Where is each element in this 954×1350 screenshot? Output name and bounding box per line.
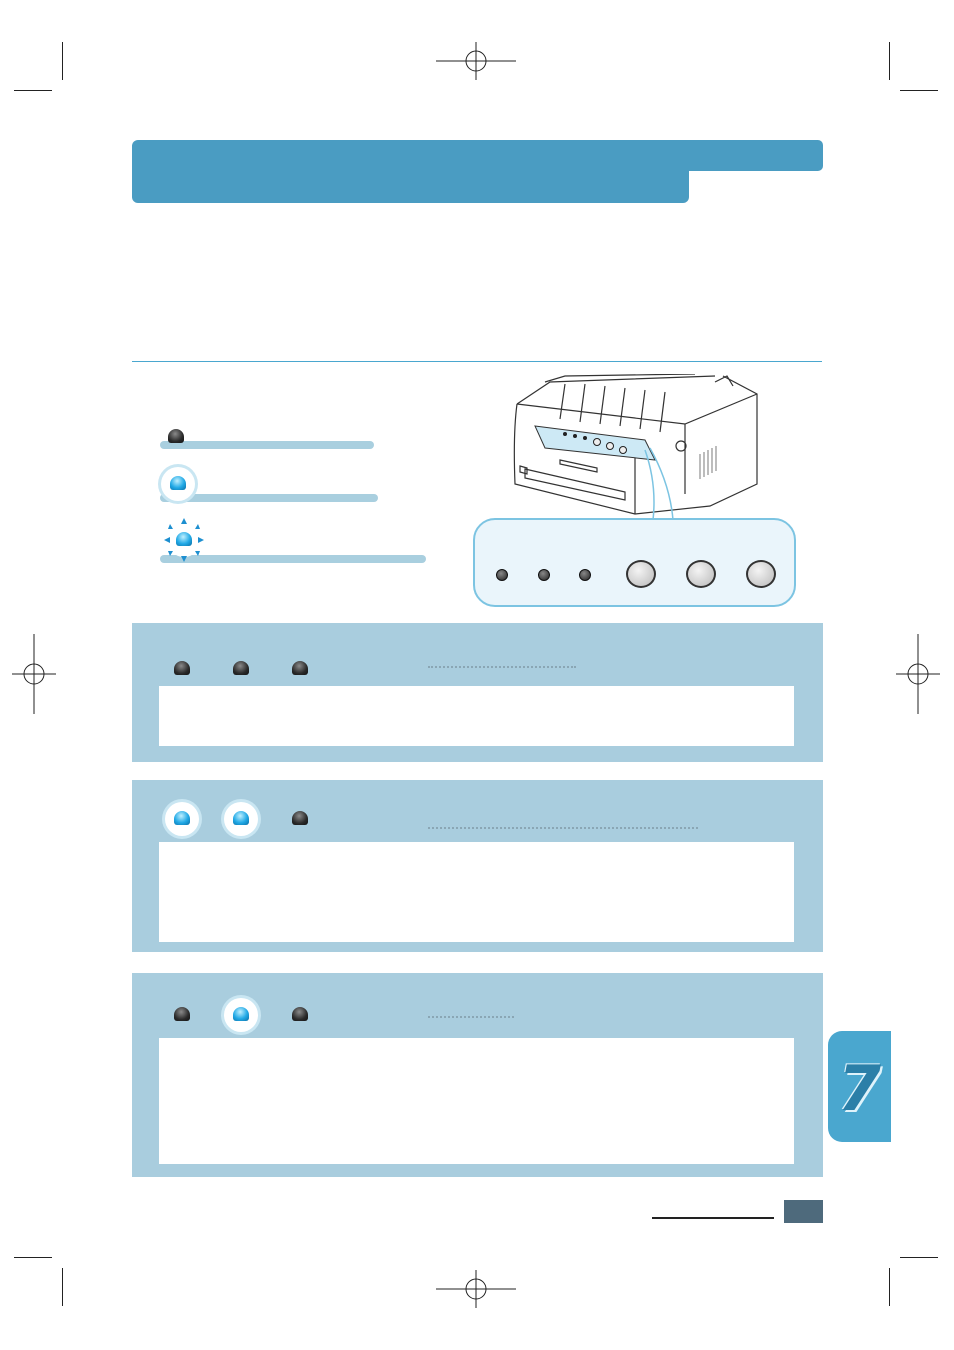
- panel-button-1[interactable]: [626, 560, 656, 588]
- state-box-1: [132, 623, 823, 762]
- crop-mark: [900, 1257, 938, 1258]
- registration-mark-bottom: [436, 1268, 516, 1308]
- legend-bar-off: [160, 441, 374, 449]
- header-band: [132, 140, 689, 203]
- state-description-box: [159, 686, 794, 746]
- control-panel-closeup: [473, 518, 796, 607]
- panel-led-2: [538, 569, 550, 581]
- led-on-icon: [233, 1007, 249, 1021]
- state-box-2: [132, 780, 823, 952]
- legend-bar-on: [160, 494, 378, 502]
- state-box-3: [132, 973, 823, 1177]
- led-on-icon: [170, 476, 186, 490]
- leader-dots: [428, 666, 576, 668]
- led-off-icon: [174, 1007, 190, 1021]
- state-description: [159, 686, 794, 702]
- printer-illustration: [505, 374, 765, 524]
- led-on-icon: [233, 811, 249, 825]
- panel-led-1: [496, 569, 508, 581]
- panel-button-2[interactable]: [686, 560, 716, 588]
- state-description: [159, 1038, 794, 1054]
- led-off-icon: [168, 429, 184, 443]
- registration-mark-left: [12, 634, 56, 714]
- chapter-number: 7: [837, 1052, 882, 1125]
- led-off-icon: [233, 661, 249, 675]
- crop-mark: [62, 42, 63, 80]
- leader-dots: [428, 1016, 514, 1018]
- state-description-box: [159, 1038, 794, 1164]
- led-off-icon: [174, 661, 190, 675]
- crop-mark: [62, 1268, 63, 1306]
- led-off-icon: [292, 661, 308, 675]
- state-description-box: [159, 842, 794, 942]
- crop-mark: [14, 90, 52, 91]
- leader-dots: [428, 827, 698, 829]
- led-off-icon: [292, 1007, 308, 1021]
- registration-mark-top: [436, 40, 516, 80]
- led-on-icon: [174, 811, 190, 825]
- section-divider: [132, 361, 822, 362]
- led-blinking-body: [176, 532, 192, 546]
- crop-mark: [889, 1268, 890, 1306]
- state-description: [159, 842, 794, 858]
- registration-mark-right: [896, 634, 940, 714]
- page-number-box: [784, 1200, 823, 1223]
- crop-mark: [14, 1257, 52, 1258]
- footer-rule: [652, 1217, 774, 1219]
- crop-mark: [900, 90, 938, 91]
- led-off-icon: [292, 811, 308, 825]
- crop-mark: [889, 42, 890, 80]
- panel-led-3: [579, 569, 591, 581]
- panel-button-3[interactable]: [746, 560, 776, 588]
